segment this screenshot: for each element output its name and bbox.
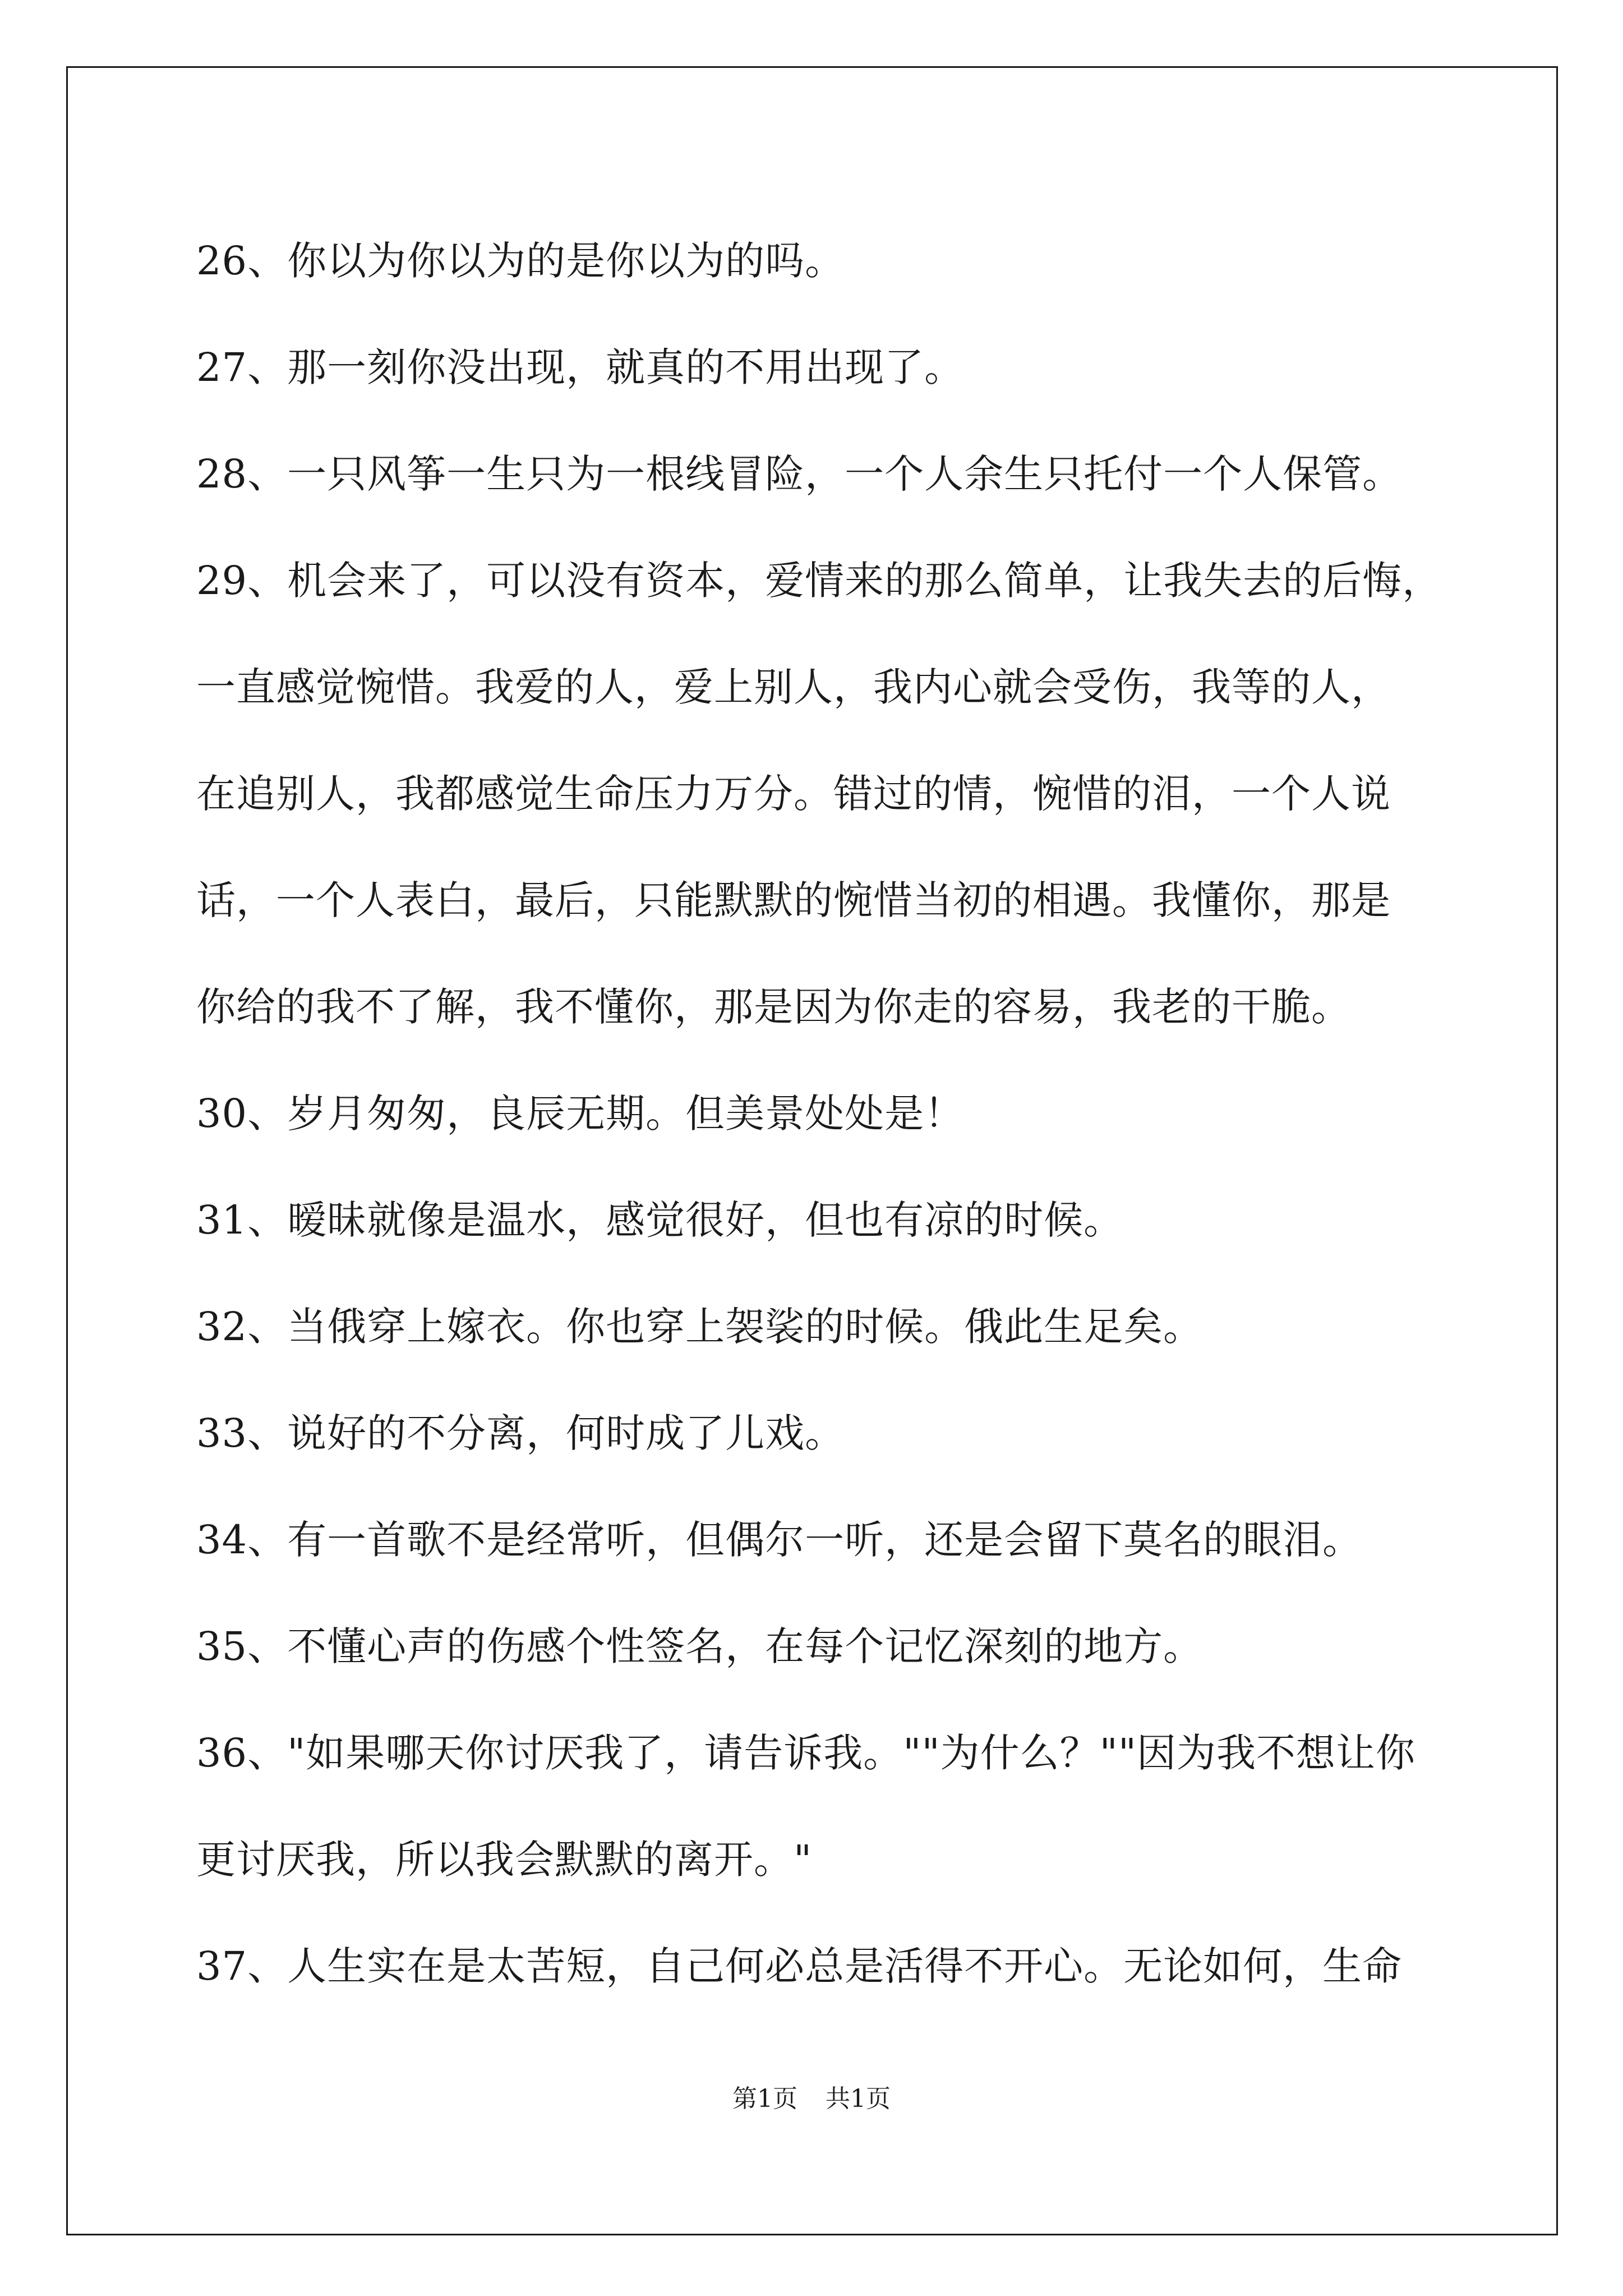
text-line: 34、有一首歌不是经常听，但偶尔一听，还是会留下莫名的眼泪。 <box>196 1517 1363 1563</box>
text-line: 31、暧昧就像是温水，感觉很好，但也有凉的时候。 <box>196 1197 1124 1243</box>
text-line: 更讨厌我，所以我会默默的离开。" <box>196 1837 813 1883</box>
text-line: 28、一只风筝一生只为一根线冒险，一个人余生只托付一个人保管。 <box>196 451 1403 497</box>
text-line: 在追别人，我都感觉生命压力万分。错过的情，惋惜的泪，一个人说 <box>196 771 1391 817</box>
text-line: 一直感觉惋惜。我爱的人，爱上别人，我内心就会受伤，我等的人， <box>196 664 1391 710</box>
text-line: 33、说好的不分离，何时成了儿戏。 <box>196 1410 845 1456</box>
text-line: 29、机会来了，可以没有资本，爱情来的那么简单，让我失去的后悔， <box>196 558 1442 604</box>
text-line: 37、人生实在是太苦短，自己何必总是活得不开心。无论如何，生命 <box>196 1943 1403 1989</box>
text-line: 36、"如果哪天你讨厌我了，请告诉我。""为什么？""因为我不想让你 <box>196 1730 1416 1776</box>
text-line: 你给的我不了解，我不懂你，那是因为你走的容易，我老的干脆。 <box>196 984 1351 1030</box>
text-line: 27、那一刻你没出现，就真的不用出现了。 <box>196 344 965 390</box>
text-line: 35、不懂心声的伤感个性签名，在每个记忆深刻的地方。 <box>196 1623 1204 1669</box>
text-line: 32、当俄穿上嫁衣。你也穿上袈裟的时候。俄此生足矣。 <box>196 1304 1204 1350</box>
page-footer <box>0 2078 1623 2114</box>
page-total: 共1页 <box>826 2085 891 2113</box>
page-number: 第1页 <box>732 2085 797 2113</box>
text-line: 30、岁月匆匆，良辰无期。但美景处处是！ <box>196 1091 965 1137</box>
text-line: 26、你以为你以为的是你以为的吗。 <box>196 238 845 284</box>
document-body <box>196 208 1447 2019</box>
text-line: 话，一个人表白，最后，只能默默的惋惜当初的相遇。我懂你，那是 <box>196 877 1391 923</box>
